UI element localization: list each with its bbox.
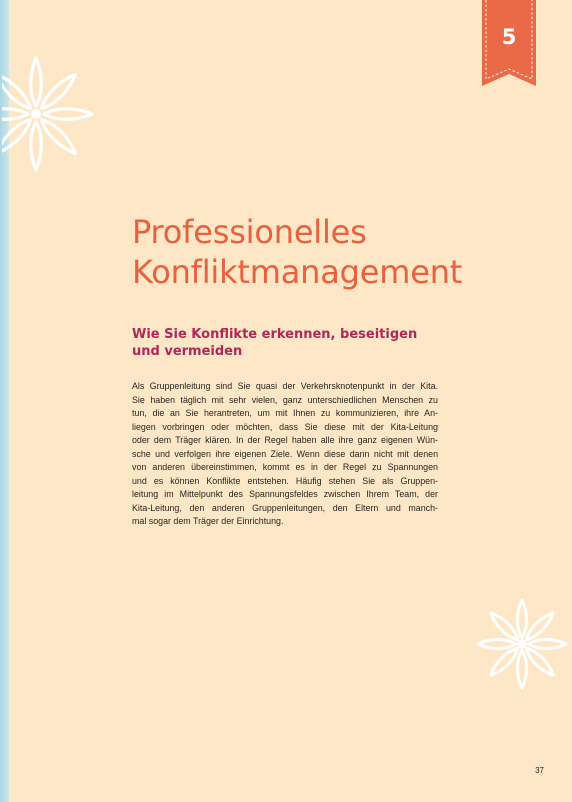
- body-line: Sie haben täglich mit sehr vielen, ganz unterschiedlichen Menschen zu: [132, 394, 438, 405]
- chapter-subtitle-line-2: und vermeiden: [132, 344, 243, 359]
- chapter-ribbon: [482, 0, 536, 86]
- body-line: liegen vorbringen oder möchten, dass Sie diese mit der Kita-Leitung: [132, 421, 438, 432]
- chapter-title: [132, 212, 532, 292]
- page-number: 37: [535, 766, 544, 775]
- chapter-title-line-2: Konfliktmanagement: [132, 253, 463, 291]
- body-line: tun, die an Sie herantreten, um mit Ihnen zu kommunizieren, ihre An-: [132, 408, 438, 418]
- flower-decoration-top: [2, 48, 94, 178]
- body-line: sche und verfolgen ihre eigenen Ziele. Wenn diese dann nicht mit denen: [132, 448, 438, 459]
- body-paragraph: [132, 380, 438, 529]
- body-line: Als Gruppenleitung sind Sie quasi der Verkehrsknotenpunkt in der Kita.: [132, 381, 438, 391]
- chapter-title-line-1: Professionelles: [132, 213, 367, 251]
- chapter-subtitle: [132, 326, 432, 360]
- body-line: und es können Konflikte entstehen. Häufig stehen Sie als Gruppen-: [132, 475, 438, 486]
- body-line: oder dem Träger klären. In der Regel haben alle ihre ganz eigenen Wün-: [132, 435, 438, 445]
- flower-decoration-bottom: [474, 592, 570, 692]
- body-line: leitung im Mittelpunkt des Spannungsfeldes zwischen Ihrem Team, der: [132, 489, 438, 499]
- chapter-subtitle-line-1: Wie Sie Konflikte erkennen, beseitigen: [132, 327, 418, 342]
- body-line: von anderen übereinstimmen, kommt es in der Regel zu Spannungen: [132, 462, 438, 472]
- body-line: mal sogar dem Träger der Einrichtung.: [132, 516, 284, 526]
- chapter-number: 5: [501, 25, 517, 49]
- body-line: Kita-Leitung, den anderen Gruppenleitungen, den Eltern und manch-: [132, 502, 438, 513]
